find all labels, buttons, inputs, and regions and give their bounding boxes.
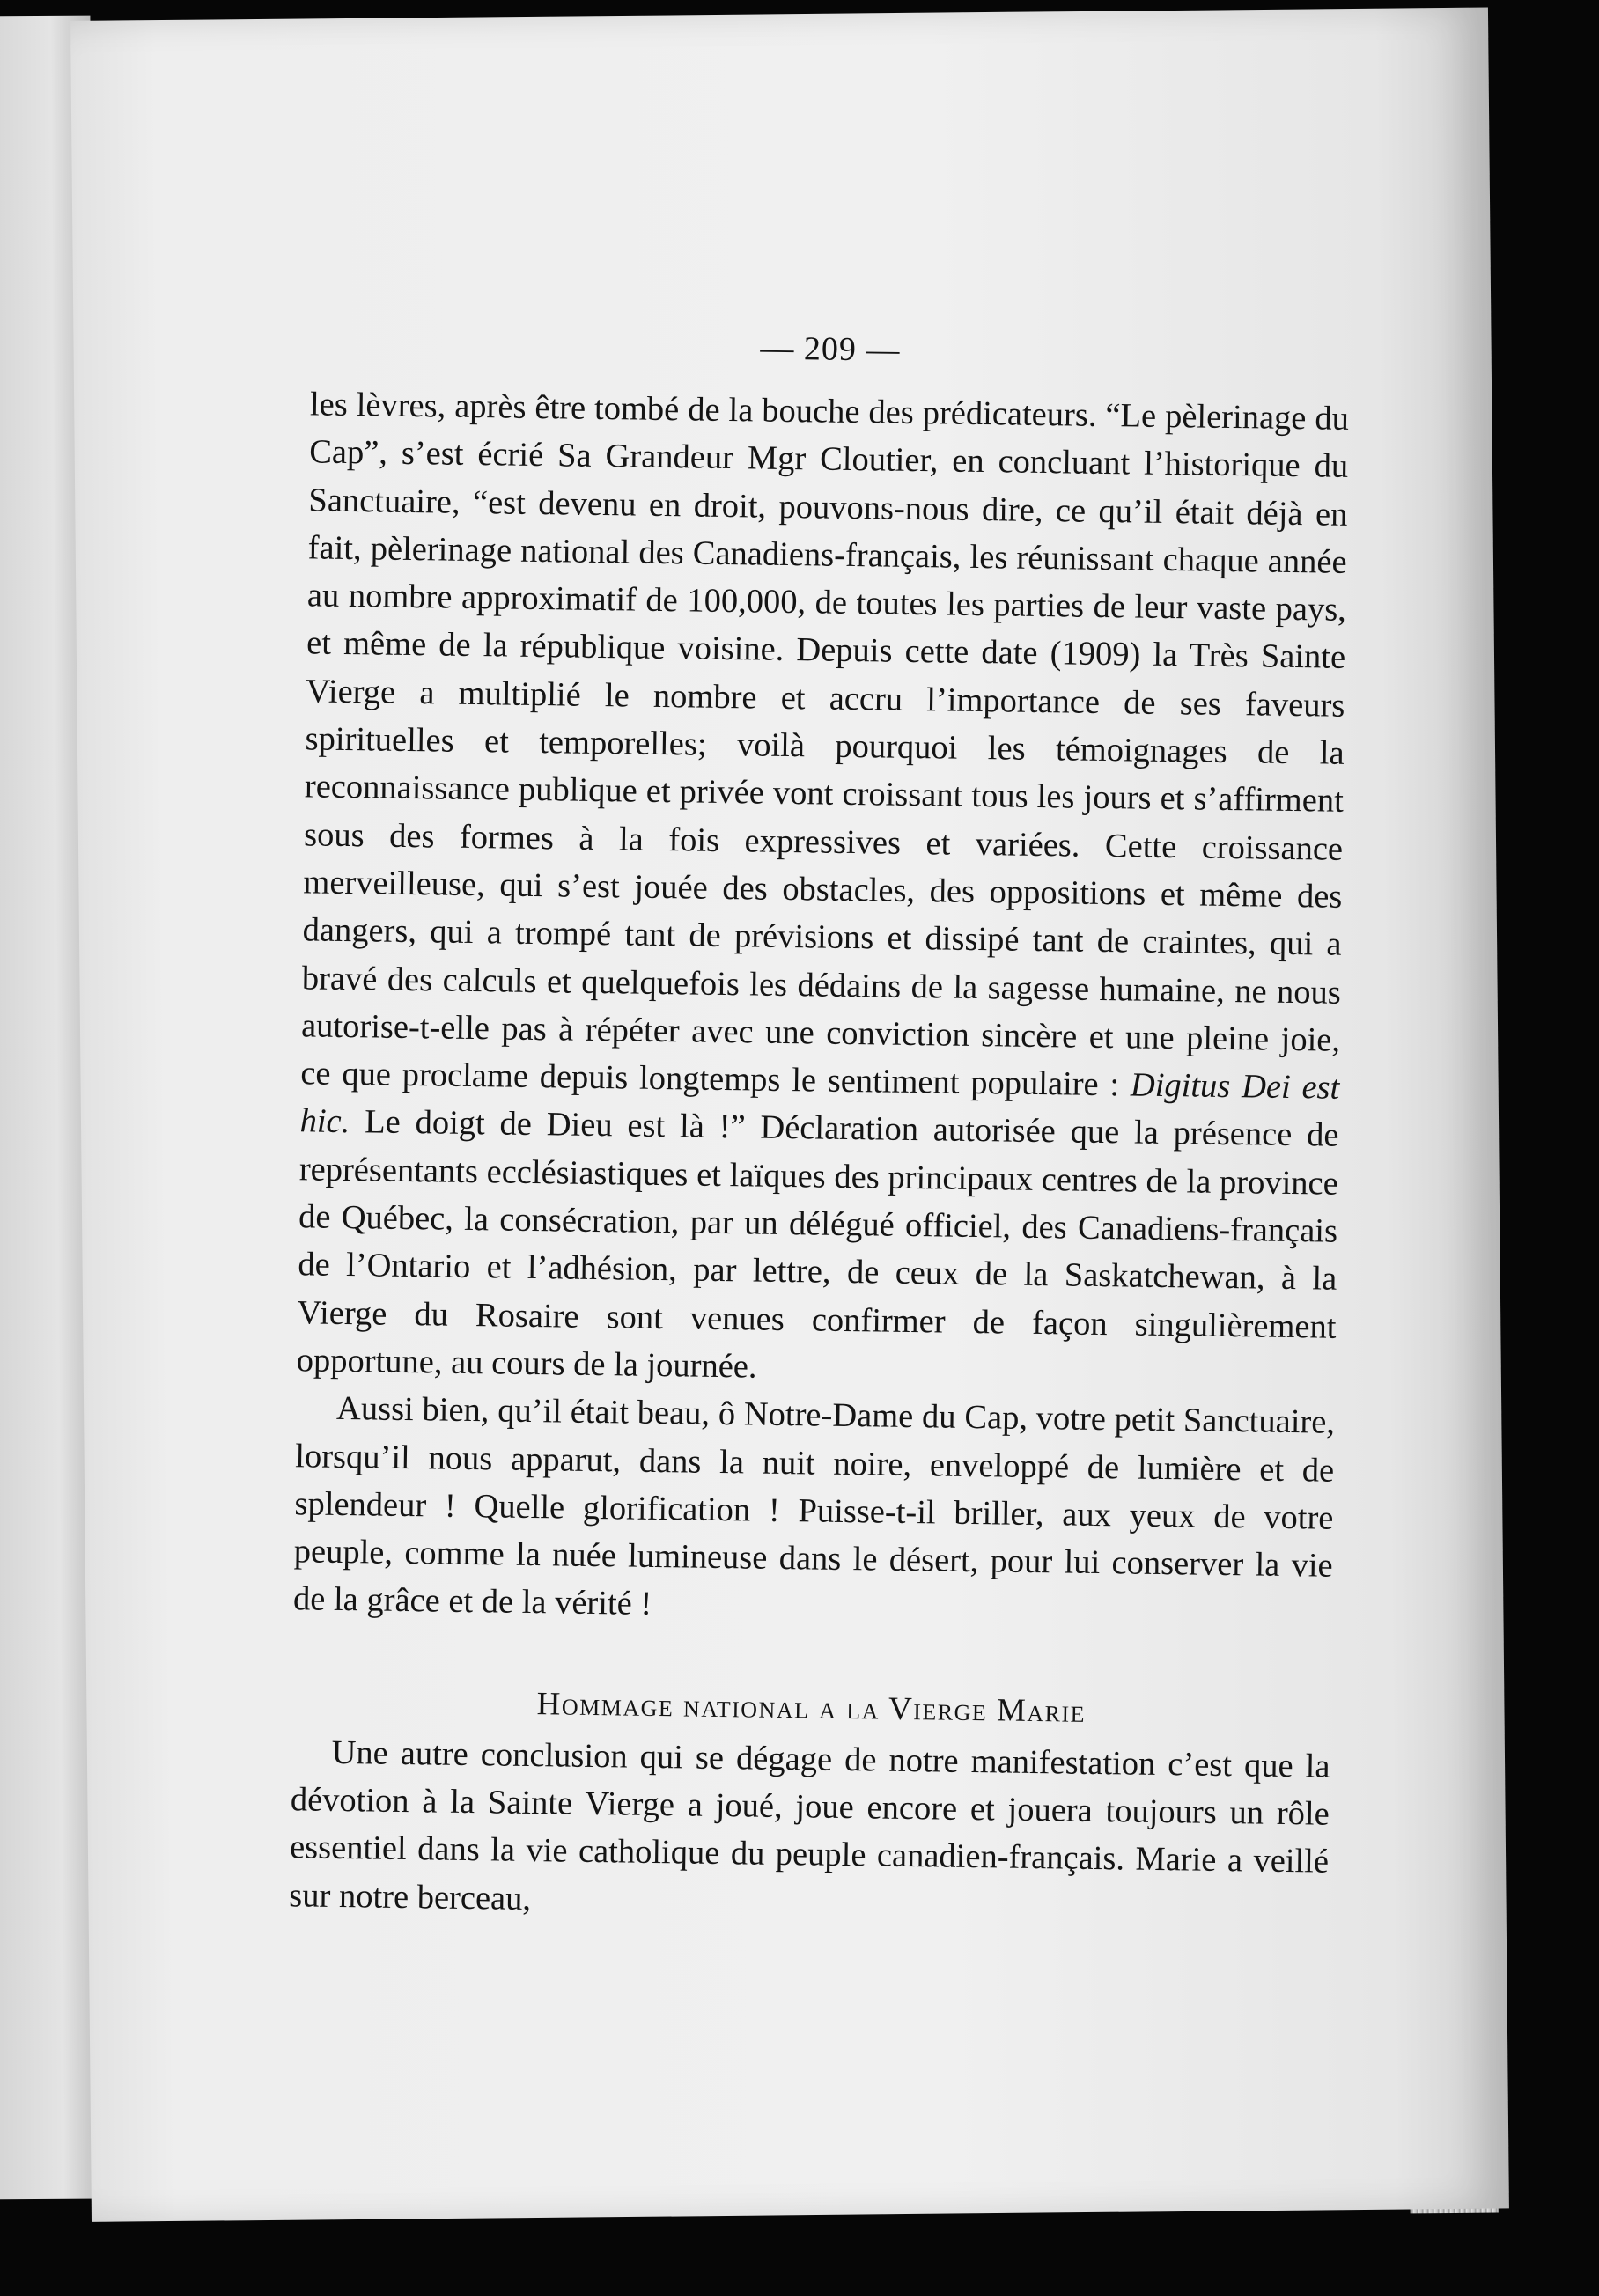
latin-quote: Digitus Dei est hic.	[299, 1066, 1340, 1141]
page-number: — 209 —	[760, 329, 901, 369]
book-page	[70, 8, 1509, 2222]
paragraph-1-tail: Le doigt de Dieu est là !” Déclaration autorisée que la présence de représentants ecclésiastiques et laïques des principaux centres de la province de Québec, la consécration, par un délégué officiel, des Canadiens-français de l’Ontario et l’adhésion, par lettre, de ceux de la Saskatchewan, à la Vierge du Rosaire sont venues confirmer de façon singulièrement opportune, au cours de la journée.	[296, 1103, 1339, 1386]
paragraph-1-lead: les lèvres, après être tombé de la bouche des prédicateurs. “Le pèlerinage du Cap”, s’est écrié Sa Grandeur Mgr Cloutier, en concluant l’historique du Sanctuaire, “est devenu en droit, pouvons-nous dire, ce qu’il était déjà en fait, pèlerinage national des Canadiens-français, les réunissant chaque année au nombre approximatif de 100,000, de toutes les parties de leur vaste pays, et même de la république voisine. Depuis cette date (1909) la Très Sainte Vierge a multiplié le nombre et accru l’importance de ses faveurs spirituelles et temporelles; voilà pourquoi les témoignages de la reconnaissance publique et privée vont croissant tous les jours et s’affirment sous des formes à la fois expressives et variées. Cette croissance merveilleuse, qui s’est jouée des obstacles, des oppositions et même des dangers, qui a trompé tant de prévisions et dissipé tant de craintes, qui a bravé des calculs et quelquefois les dédains de la sagesse humaine, ne nous autorise-t-elle pas à répéter avec une conviction sincère et une pleine joie, ce que proclame depuis longtemps le sentiment populaire :	[300, 386, 1350, 1104]
page-text-block	[289, 322, 1350, 1933]
paragraph-2: Aussi bien, qu’il était beau, ô Notre-Dame du Cap, votre petit Sanctuaire, lorsqu’il nous apparut, dans la nuit noire, enveloppé de lumière et de splendeur ! Quelle glorification ! Puisse-t-il briller, aux yeux de votre peuple, comme la nuée lumineuse dans le désert, pour lui conserver la vie de la grâce et de la vérité !	[292, 1390, 1336, 1623]
paragraph-3: Une autre conclusion qui se dégage de notre manifestation c’est que la dévotion à la Sainte Vierge a joué, joue encore et jouera toujours un rôle essentiel dans la vie catholique du peuple canadien-français. Marie a veillé sur notre berceau,	[289, 1733, 1330, 1917]
paragraph-1	[296, 380, 1349, 1399]
section-title: Hommage national a la Vierge Marie	[536, 1685, 1087, 1730]
